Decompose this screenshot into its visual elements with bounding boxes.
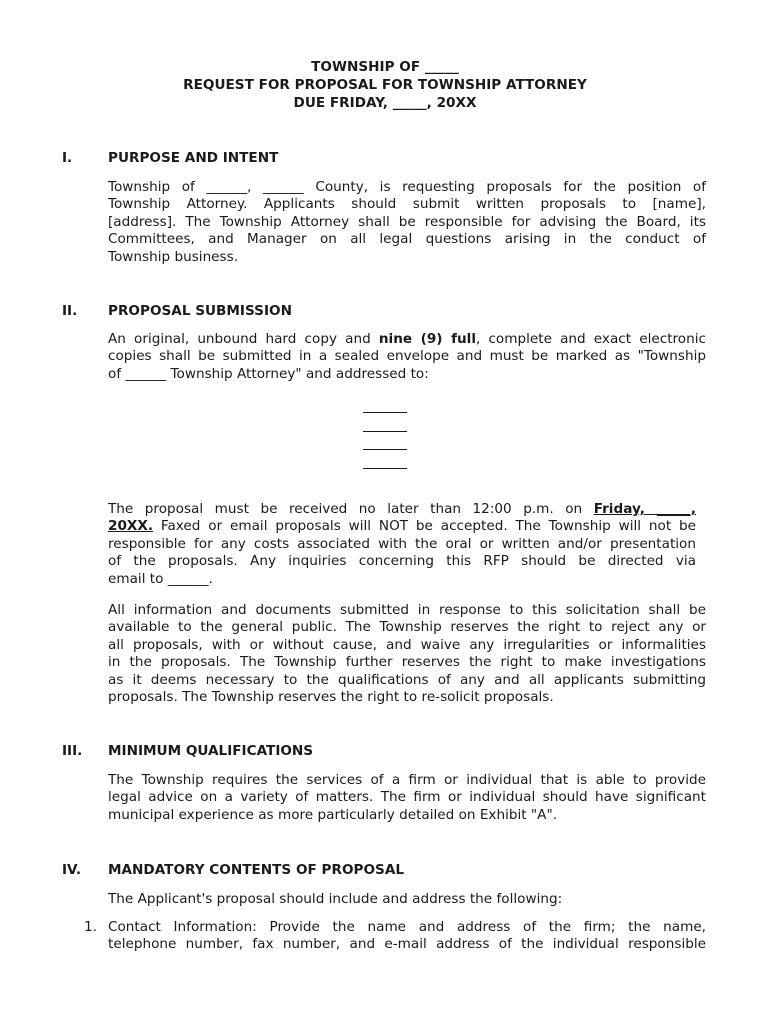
- text-line: copies shall be submitted in a sealed envelope and must be marked as "Township: [108, 348, 706, 365]
- section-4-number: IV.: [62, 862, 81, 878]
- address-blank-lines: [363, 395, 407, 469]
- section-1-paragraph: [108, 179, 706, 266]
- due-date-text: Friday, _____,: [593, 501, 696, 517]
- text-line: email to ______.: [108, 570, 213, 587]
- doc-title-line2: REQUEST FOR PROPOSAL FOR TOWNSHIP ATTORNEY: [183, 77, 587, 93]
- text-line: of the proposals. Any inquiries concerning this RFP should be directed via: [108, 553, 696, 570]
- text-line: [108, 331, 706, 348]
- doc-title-line1: TOWNSHIP OF _____: [311, 59, 459, 75]
- text-line: as it deems necessary to the qualifications of any and all applicants submitting: [108, 671, 706, 688]
- section-1-heading: PURPOSE AND INTENT: [108, 150, 279, 166]
- text-run: Faxed or email proposals will NOT be accepted. The Township will not be: [153, 518, 696, 535]
- text-line: in the proposals. The Township further reserves the right to make investigations: [108, 654, 706, 671]
- text-line: Contact Information: Provide the name and address of the firm; the name,: [108, 919, 706, 935]
- text-line: municipal experience as more particularly detailed on Exhibit "A".: [108, 806, 558, 823]
- text-line: telephone number, fax number, and e-mail address of the individual responsible: [108, 936, 706, 953]
- text-line: [address]. The Township Attorney shall be responsible for advising the Board, its: [108, 213, 706, 230]
- text-line: Township of ______, ______ County, is requesting proposals for the position of: [108, 179, 706, 195]
- address-blank: [363, 450, 407, 468]
- text-run: An original, unbound hard copy and: [108, 331, 379, 347]
- text-line: proposals. The Township reserves the right to re-solicit proposals.: [108, 689, 554, 706]
- section-2-paragraph-2: [108, 501, 696, 588]
- section-2-paragraph-3: [108, 602, 706, 706]
- text-line: The Applicant's proposal should include and address the following:: [108, 891, 563, 907]
- address-blank: [363, 432, 407, 450]
- text-line: legal advice on a variety of matters. The firm or individual should have significant: [108, 789, 706, 806]
- section-4-heading: MANDATORY CONTENTS OF PROPOSAL: [108, 862, 404, 878]
- text-line: [108, 518, 696, 535]
- section-2-number: II.: [62, 303, 78, 319]
- section-3-paragraph: [108, 772, 706, 824]
- text-run: The proposal must be received no later than 12:00 p.m. on: [108, 501, 594, 517]
- text-line: All information and documents submitted in response to this solicitation shall be: [108, 602, 706, 618]
- section-3-number: III.: [62, 743, 83, 759]
- text-line: Committees, and Manager on all legal questions arising in the conduct of: [108, 231, 706, 248]
- bold-text: nine (9) full: [378, 331, 476, 347]
- doc-title-line3: DUE FRIDAY, _____, 20XX: [293, 95, 477, 111]
- list-item: [108, 919, 706, 954]
- text-line: of ______ Township Attorney" and addressed to:: [108, 365, 429, 382]
- due-year-text: 20XX.: [108, 518, 154, 535]
- text-line: Township Attorney. Applicants should submit written proposals to [name],: [108, 196, 706, 213]
- text-line: The Township requires the services of a firm or individual that is able to provide: [108, 772, 706, 788]
- text-line: responsible for any costs associated with the oral or written and/or presentation: [108, 535, 696, 552]
- section-2-paragraph-1: [108, 331, 706, 383]
- section-1-number: I.: [62, 150, 73, 166]
- section-3-heading: MINIMUM QUALIFICATIONS: [108, 743, 314, 759]
- text-line: [108, 501, 696, 518]
- text-line: available to the general public. The Township reserves the right to reject any or: [108, 619, 706, 636]
- list-item-number: 1.: [84, 919, 97, 935]
- text-run: , complete and exact electronic: [475, 331, 706, 347]
- section-2-heading: PROPOSAL SUBMISSION: [108, 303, 292, 319]
- address-blank: [363, 413, 407, 431]
- address-blank: [363, 395, 407, 413]
- text-line: all proposals, with or without cause, and waive any irregularities or informalities: [108, 636, 706, 653]
- text-line: Township business.: [108, 248, 239, 265]
- section-4-intro: [108, 891, 706, 908]
